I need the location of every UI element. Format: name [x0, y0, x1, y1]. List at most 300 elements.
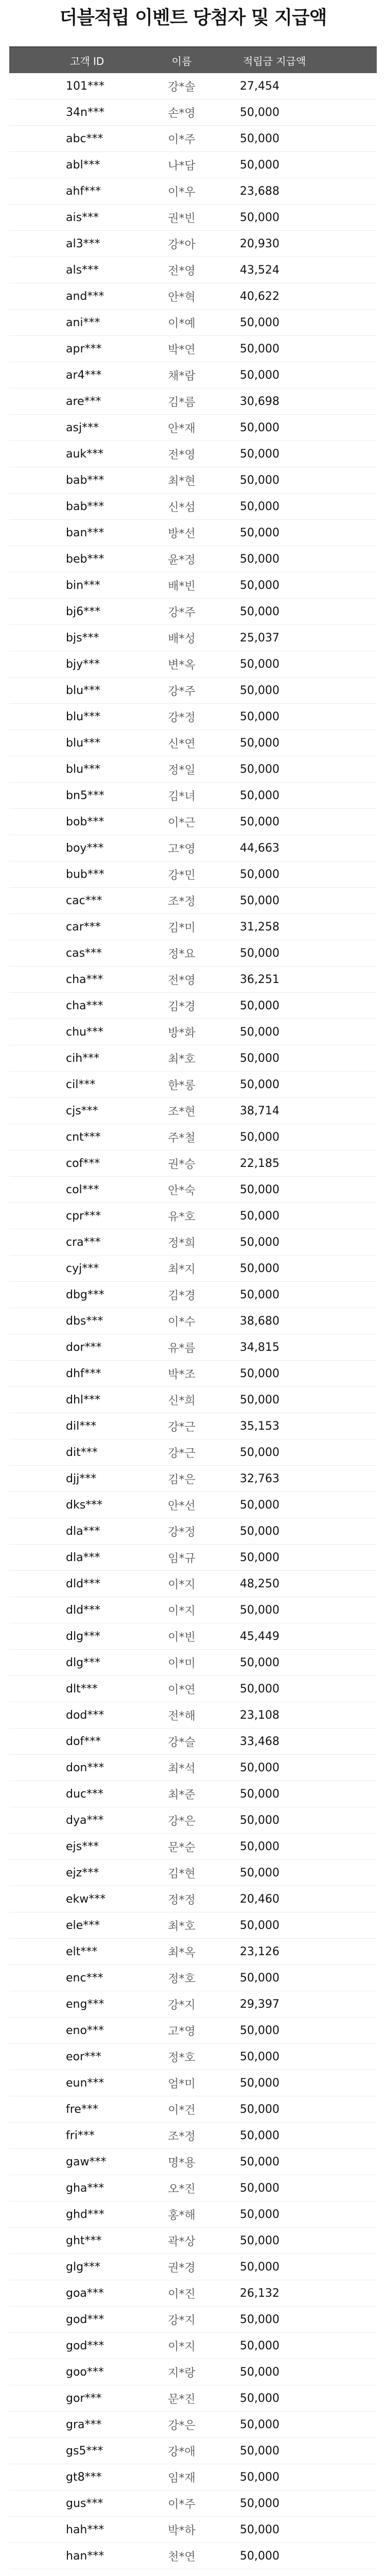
- name-cell: 정*요: [168, 947, 196, 961]
- table-row: [9, 1834, 377, 1860]
- amount-cell: 50,000: [240, 1814, 279, 1827]
- customer-id-cell: fre***: [66, 2103, 98, 2116]
- amount-cell: 43,524: [240, 263, 279, 277]
- name-cell: 정*호: [168, 2051, 196, 2064]
- name-cell: 고*영: [168, 2025, 196, 2038]
- customer-id-cell: goo***: [66, 2365, 104, 2379]
- customer-id-cell: bn5***: [66, 789, 104, 802]
- amount-cell: 33,468: [240, 1735, 279, 1748]
- name-cell: 이*미: [168, 1657, 196, 1670]
- amount-cell: 50,000: [240, 1761, 279, 1774]
- amount-cell: 50,000: [240, 1524, 279, 1538]
- table-row: [9, 625, 377, 651]
- customer-id-cell: eun***: [66, 2076, 104, 2090]
- amount-cell: 50,000: [240, 2339, 279, 2352]
- table-row: [9, 1860, 377, 1886]
- name-cell: 유*호: [168, 1210, 196, 1224]
- name-cell: 이*주: [168, 2498, 196, 2511]
- customer-id-cell: dor***: [66, 1341, 102, 1354]
- customer-id-cell: car***: [66, 920, 101, 934]
- amount-cell: 50,000: [240, 2050, 279, 2063]
- name-cell: 이*진: [168, 2287, 196, 2301]
- amount-cell: 50,000: [240, 1262, 279, 1275]
- amount-cell: 50,000: [240, 2470, 279, 2484]
- customer-id-cell: blu***: [66, 684, 101, 697]
- name-cell: 이*건: [168, 2104, 196, 2117]
- table-row: [9, 2569, 377, 2576]
- customer-id-cell: gaw***: [66, 2155, 107, 2168]
- table-row: [9, 2359, 377, 2385]
- table-row: [9, 2018, 377, 2044]
- customer-id-cell: cpr***: [66, 1209, 101, 1223]
- name-cell: 나*담: [168, 159, 196, 173]
- table-row: [9, 1387, 377, 1413]
- name-cell: 임*규: [168, 1552, 196, 1565]
- customer-id-cell: dla***: [66, 1524, 100, 1538]
- amount-cell: 26,132: [240, 2286, 279, 2300]
- customer-id-cell: enc***: [66, 1971, 103, 1985]
- amount-cell: 50,000: [240, 211, 279, 224]
- customer-id-cell: dks***: [66, 1498, 103, 1512]
- page-title: 더블적립 이벤트 당첨자 및 지급액: [59, 7, 327, 28]
- amount-cell: 25,037: [240, 631, 279, 645]
- name-cell: 곽*상: [168, 2235, 196, 2248]
- name-cell: 최*지: [168, 1263, 196, 1276]
- amount-cell: 50,000: [240, 657, 279, 671]
- table-row: [9, 336, 377, 362]
- name-cell: 강*근: [168, 1420, 196, 1434]
- table-row: [9, 441, 377, 467]
- table-row: [9, 126, 377, 152]
- amount-cell: 50,000: [240, 2076, 279, 2090]
- customer-id-cell: ekw***: [66, 1892, 106, 1906]
- customer-id-cell: elt***: [66, 1945, 98, 1958]
- customer-id-cell: ban***: [66, 526, 104, 539]
- amount-cell: 35,153: [240, 1419, 279, 1433]
- table-row: [9, 1334, 377, 1361]
- table-row: [9, 861, 377, 888]
- amount-cell: 50,000: [240, 1971, 279, 1985]
- name-cell: 방*화: [168, 1026, 196, 1040]
- customer-id-cell: bj6***: [66, 605, 101, 618]
- name-cell: 유*름: [168, 1342, 196, 1355]
- table-row: [9, 388, 377, 415]
- amount-cell: 50,000: [240, 2418, 279, 2431]
- amount-cell: 50,000: [240, 1866, 279, 1879]
- table-row: [9, 1991, 377, 2018]
- customer-id-cell: ahf***: [66, 184, 101, 198]
- name-cell: 최*현: [168, 474, 196, 488]
- table-row: [9, 1413, 377, 1439]
- table-row: [9, 1939, 377, 1965]
- amount-cell: 50,000: [240, 894, 279, 907]
- customer-id-cell: dld***: [66, 1577, 101, 1590]
- customer-id-cell: boy***: [66, 841, 104, 855]
- amount-cell: 23,688: [240, 184, 279, 198]
- amount-cell: 50,000: [240, 789, 279, 802]
- amount-cell: 50,000: [240, 526, 279, 539]
- amount-cell: 50,000: [240, 106, 279, 119]
- customer-id-cell: 34n***: [66, 106, 104, 119]
- name-cell: 김*경: [168, 1289, 196, 1302]
- customer-id-cell: eno***: [66, 2024, 104, 2037]
- customer-id-cell: bub***: [66, 868, 104, 881]
- name-cell: 정*호: [168, 1972, 196, 1986]
- header-amount: 적립금 지급액: [243, 55, 306, 67]
- name-cell: 채*람: [168, 369, 196, 383]
- customer-id-cell: ais***: [66, 211, 99, 224]
- amount-cell: 50,000: [240, 2365, 279, 2379]
- customer-id-cell: bin***: [66, 579, 101, 592]
- table-row: [9, 1124, 377, 1150]
- customer-id-cell: dil***: [66, 1419, 97, 1433]
- customer-id-cell: ar4***: [66, 368, 102, 382]
- customer-id-cell: dbg***: [66, 1288, 104, 1301]
- customer-id-cell: dbs***: [66, 1314, 103, 1328]
- customer-id-cell: ele***: [66, 1919, 100, 1932]
- name-cell: 이*연: [168, 1683, 196, 1697]
- amount-cell: 50,000: [240, 2103, 279, 2116]
- name-cell: 강*애: [168, 2445, 196, 2459]
- amount-cell: 50,000: [240, 473, 279, 487]
- name-cell: 안*선: [168, 1499, 196, 1513]
- customer-id-cell: dod***: [66, 1708, 104, 1722]
- amount-cell: 50,000: [240, 1183, 279, 1196]
- customer-id-cell: dya***: [66, 1814, 104, 1827]
- name-cell: 이*지: [168, 1604, 196, 1618]
- name-cell: 권*경: [168, 2261, 196, 2275]
- table-row: [9, 1256, 377, 1282]
- table-row: [9, 205, 377, 231]
- amount-cell: 50,000: [240, 2497, 279, 2510]
- table-row: [9, 572, 377, 599]
- table-row: [9, 1466, 377, 1492]
- customer-id-cell: cha***: [66, 973, 103, 986]
- customer-id-cell: col***: [66, 1183, 99, 1196]
- name-cell: 김*은: [168, 1473, 196, 1486]
- header-name: 이름: [171, 55, 192, 67]
- customer-id-cell: and***: [66, 290, 104, 303]
- table-body: [9, 73, 377, 2576]
- customer-id-cell: auk***: [66, 447, 104, 461]
- name-cell: 최*옥: [168, 1946, 196, 1959]
- table-row: [9, 99, 377, 126]
- name-cell: 전*영: [168, 448, 196, 462]
- name-cell: 홍*해: [168, 2209, 196, 2222]
- table-row: [9, 1308, 377, 1334]
- name-cell: 강*은: [168, 1815, 196, 1828]
- amount-cell: 50,000: [240, 1787, 279, 1801]
- customer-id-cell: abc***: [66, 132, 103, 145]
- table-row: [9, 1072, 377, 1098]
- amount-cell: 50,000: [240, 1919, 279, 1932]
- table-row: [9, 73, 377, 99]
- customer-id-cell: cas***: [66, 946, 102, 960]
- table-row: [9, 1571, 377, 1597]
- amount-cell: 50,000: [240, 2234, 279, 2247]
- customer-id-cell: gus***: [66, 2497, 103, 2510]
- customer-id-cell: goa***: [66, 2286, 104, 2300]
- name-cell: 김*름: [168, 396, 196, 409]
- name-cell: 이*지: [168, 1578, 196, 1591]
- name-cell: [143, 2574, 220, 2576]
- table-row: [9, 2543, 377, 2569]
- name-cell: 이*수: [168, 1315, 196, 1329]
- amount-cell: 50,000: [240, 158, 279, 172]
- table-row: [9, 783, 377, 809]
- customer-id-cell: god***: [66, 2339, 104, 2352]
- amount-cell: 34,815: [240, 1341, 279, 1354]
- amount-cell: 50,000: [240, 1367, 279, 1380]
- amount-cell: 50,000: [240, 605, 279, 618]
- amount-cell: 50,000: [240, 2208, 279, 2221]
- amount-cell: 50,000: [240, 2392, 279, 2405]
- customer-id-cell: blu***: [66, 762, 101, 776]
- table-row: [9, 2201, 377, 2228]
- amount-cell: 50,000: [240, 1288, 279, 1301]
- table-row: [9, 415, 377, 441]
- name-cell: 이*지: [168, 2340, 196, 2353]
- customer-id-cell: asj***: [66, 421, 99, 434]
- customer-id-cell: 101***: [66, 79, 104, 93]
- name-cell: 천*연: [168, 2550, 196, 2564]
- customer-id-cell: gt8***: [66, 2470, 102, 2484]
- table-row: [9, 283, 377, 310]
- table-row: [9, 2517, 377, 2543]
- table-row: [9, 494, 377, 520]
- name-cell: 배*빈: [168, 580, 196, 593]
- amount-cell: 50,000: [240, 736, 279, 750]
- table-row: [9, 1282, 377, 1308]
- customer-id-cell: ejs***: [66, 1840, 99, 1853]
- table-row: [9, 1177, 377, 1203]
- table-row: [9, 730, 377, 756]
- customer-id-cell: bjy***: [66, 657, 100, 671]
- customer-id-cell: don***: [66, 1761, 104, 1774]
- name-cell: 배*성: [168, 632, 196, 646]
- amount-cell: 50,000: [240, 815, 279, 828]
- name-cell: 윤*정: [168, 553, 196, 567]
- customer-id-cell: ghd***: [66, 2208, 104, 2221]
- name-cell: 강*정: [168, 1526, 196, 1539]
- customer-id-cell: bjs***: [66, 631, 99, 645]
- table-row: [9, 2280, 377, 2307]
- table-row: [9, 993, 377, 1019]
- name-cell: 오*진: [168, 2182, 196, 2196]
- customer-id-cell: dit***: [66, 1446, 98, 1459]
- table-row: [9, 2123, 377, 2149]
- name-cell: 강*슬: [168, 1736, 196, 1749]
- amount-cell: 50,000: [240, 1446, 279, 1459]
- customer-id-cell: blu***: [66, 710, 101, 723]
- name-cell: 엄*미: [168, 2077, 196, 2091]
- customer-id-cell: eng***: [66, 1997, 104, 2011]
- name-cell: 정*일: [168, 764, 196, 777]
- amount-cell: 31,258: [240, 920, 279, 934]
- amount-cell: 50,000: [240, 1025, 279, 1039]
- name-cell: 전*해: [168, 1709, 196, 1723]
- name-cell: 강*은: [168, 2419, 196, 2432]
- table-row: [9, 257, 377, 283]
- table-row: [9, 914, 377, 940]
- table-row: [9, 2044, 377, 2070]
- customer-id-cell: cha***: [66, 999, 103, 1012]
- header-customer-id: 고객 ID: [70, 55, 104, 67]
- customer-id-cell: duc***: [66, 1787, 104, 1801]
- name-cell: 전*영: [168, 974, 196, 987]
- winners-table: [9, 46, 377, 2576]
- amount-cell: 23,108: [240, 1708, 279, 1722]
- customer-id-cell: dld***: [66, 1603, 101, 1617]
- name-cell: 임*재: [168, 2471, 196, 2485]
- amount-cell: 27,454: [240, 79, 279, 93]
- table-row: [9, 2149, 377, 2175]
- amount-cell: 50,000: [240, 1130, 279, 1144]
- name-cell: 신*섬: [168, 501, 196, 514]
- name-cell: 최*호: [168, 1920, 196, 1933]
- name-cell: 이*예: [168, 317, 196, 330]
- amount-cell: 20,460: [240, 1892, 279, 1906]
- name-cell: 최*준: [168, 1788, 196, 1802]
- customer-id-cell: dhf***: [66, 1367, 101, 1380]
- amount-cell: 50,000: [240, 868, 279, 881]
- customer-id-cell: al3***: [66, 237, 100, 250]
- table-row: [9, 1965, 377, 1991]
- amount-cell: 50,000: [240, 684, 279, 697]
- table-row: [9, 1676, 377, 1702]
- name-cell: 강*지: [168, 2314, 196, 2327]
- customer-id-cell: are***: [66, 395, 101, 408]
- table-row: [9, 520, 377, 546]
- table-row: [9, 599, 377, 625]
- customer-id-cell: abl***: [66, 158, 100, 172]
- table-row: [9, 1492, 377, 1518]
- name-cell: 이*우: [168, 185, 196, 199]
- customer-id-cell: als***: [66, 263, 99, 277]
- name-cell: 조*정: [168, 895, 196, 908]
- name-cell: 정*희: [168, 1236, 196, 1250]
- amount-cell: 29,397: [240, 1997, 279, 2011]
- amount-cell: 50,000: [240, 2129, 279, 2142]
- amount-cell: 38,680: [240, 1314, 279, 1328]
- customer-id-cell: god***: [66, 2313, 104, 2326]
- name-cell: 조*정: [168, 2130, 196, 2143]
- name-cell: 안*혁: [168, 291, 196, 304]
- amount-cell: 50,000: [240, 946, 279, 960]
- name-cell: 박*조: [168, 1368, 196, 1381]
- amount-cell: 22,185: [240, 1157, 279, 1170]
- customer-id-cell: cil***: [66, 1078, 96, 1091]
- customer-id-cell: cof***: [66, 1157, 100, 1170]
- customer-id-cell: cac***: [66, 894, 102, 907]
- name-cell: 강*주: [168, 685, 196, 698]
- name-cell: 강*솔: [168, 80, 196, 94]
- table-row: [9, 940, 377, 967]
- amount-cell: 50,000: [240, 1235, 279, 1249]
- table-row: [9, 1045, 377, 1072]
- amount-cell: 45,449: [240, 1630, 279, 1643]
- table-row: [9, 888, 377, 914]
- table-row: [9, 310, 377, 336]
- table-row: [9, 1623, 377, 1650]
- customer-id-cell: dlg***: [66, 1630, 101, 1643]
- amount-cell: 20,930: [240, 237, 279, 250]
- table-row: [9, 2412, 377, 2438]
- table-row: [9, 1229, 377, 1256]
- name-cell: 강*지: [168, 1998, 196, 2012]
- table-row: [9, 1650, 377, 1676]
- customer-id-cell: fri***: [66, 2129, 95, 2142]
- table-row: [9, 1439, 377, 1466]
- table-row: [9, 1728, 377, 1755]
- table-row: [9, 2490, 377, 2517]
- name-cell: 이*빈: [168, 1631, 196, 1644]
- customer-id-cell: gha***: [66, 2181, 104, 2195]
- table-row: [9, 1518, 377, 1545]
- name-cell: 김*미: [168, 921, 196, 935]
- amount-cell: 50,000: [240, 2155, 279, 2168]
- customer-id-cell: ght***: [66, 2234, 102, 2247]
- table-row: [9, 546, 377, 572]
- customer-id-cell: cyj***: [66, 1262, 99, 1275]
- name-cell: 박*연: [168, 343, 196, 357]
- amount-cell: 50,000: [240, 1603, 279, 1617]
- table-row: [9, 152, 377, 178]
- amount-cell: 50,000: [240, 447, 279, 461]
- amount-cell: 50,000: [240, 762, 279, 776]
- amount-cell: 30,698: [240, 395, 279, 408]
- customer-id-cell: dhl***: [66, 1393, 101, 1406]
- amount-cell: 50,000: [240, 2181, 279, 2195]
- table-row: [9, 1755, 377, 1781]
- amount-cell: 50,000: [240, 2444, 279, 2458]
- table-row: [9, 756, 377, 783]
- table-row: [9, 809, 377, 835]
- table-row: [9, 1545, 377, 1571]
- name-cell: 강*주: [168, 606, 196, 619]
- name-cell: 강*민: [168, 869, 196, 882]
- table-row: [9, 2070, 377, 2096]
- customer-id-cell: dlg***: [66, 1656, 101, 1669]
- table-row: [9, 835, 377, 861]
- customer-id-cell: chu***: [66, 1025, 103, 1039]
- name-cell: 신*희: [168, 1394, 196, 1408]
- customer-id-cell: cra***: [66, 1235, 101, 1249]
- customer-id-cell: beb***: [66, 552, 104, 566]
- name-cell: 강*정: [168, 711, 196, 724]
- customer-id-cell: han***: [66, 2549, 104, 2563]
- table-row: [9, 2254, 377, 2280]
- customer-id-cell: bob***: [66, 815, 104, 828]
- table-row: [9, 178, 377, 205]
- customer-id-cell: apr***: [66, 342, 102, 355]
- table-header: [9, 47, 377, 73]
- customer-id-cell: bab***: [66, 500, 104, 513]
- table-row: [9, 967, 377, 993]
- name-cell: 김*현: [168, 1867, 196, 1880]
- customer-id-cell: ejz***: [66, 1866, 99, 1879]
- name-cell: 명*용: [168, 2156, 196, 2170]
- table-row: [9, 1886, 377, 1912]
- amount-cell: 50,000: [240, 132, 279, 145]
- table-row: [9, 1781, 377, 1807]
- customer-id-cell: hah***: [66, 2523, 104, 2536]
- customer-id-cell: blu***: [66, 736, 101, 750]
- amount-cell: 50,000: [240, 342, 279, 355]
- amount-cell: 50,000: [240, 2549, 279, 2563]
- amount-cell: 50,000: [240, 1393, 279, 1406]
- table-row: [9, 1019, 377, 1045]
